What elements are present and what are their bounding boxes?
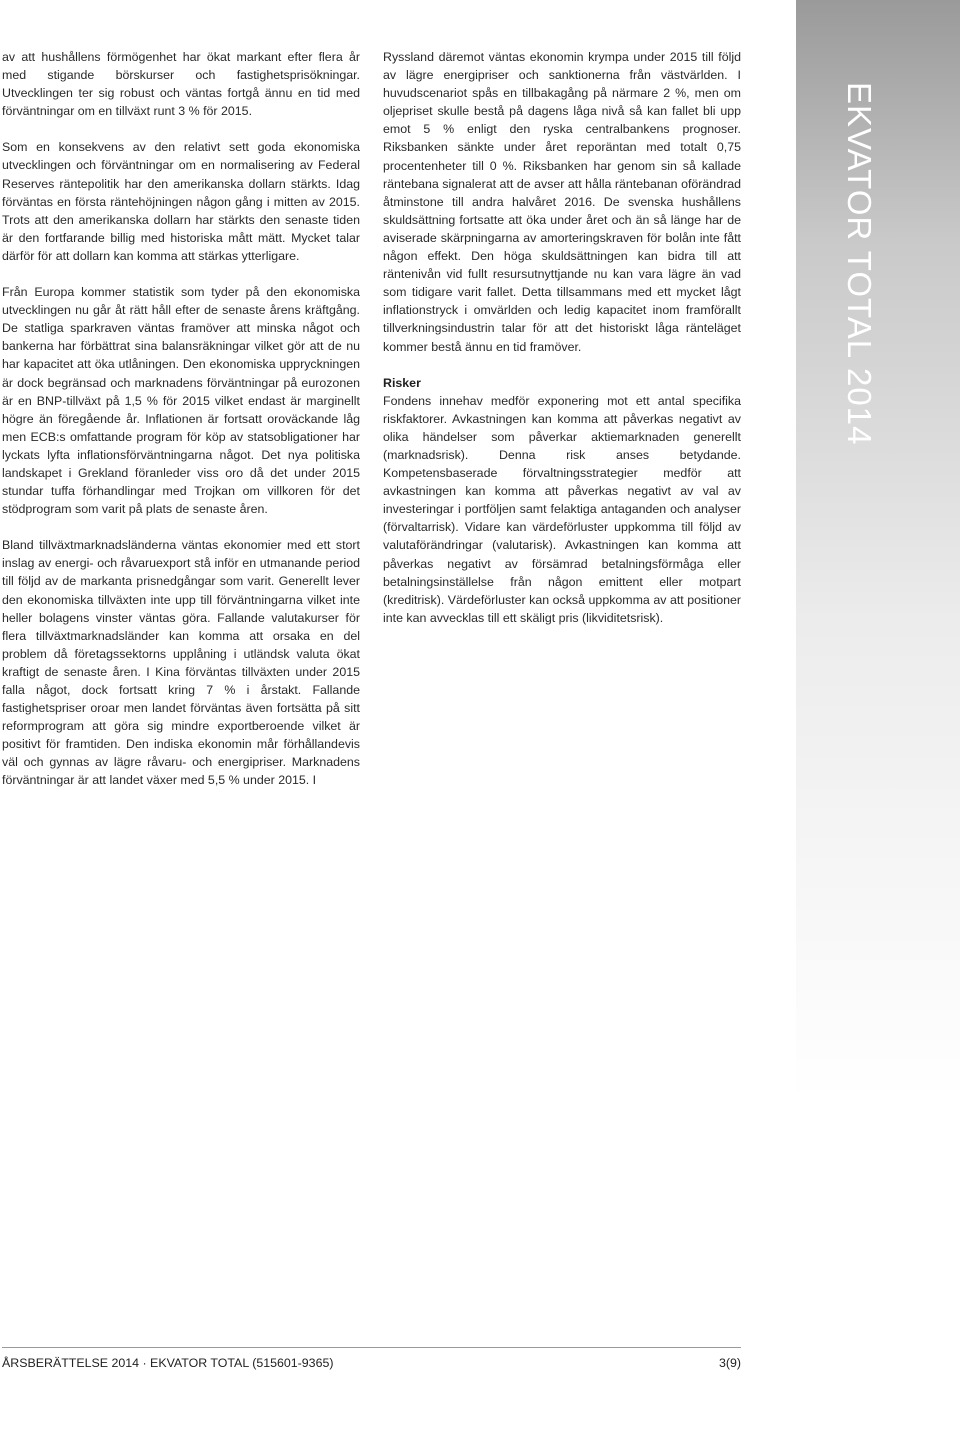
section-heading-risker: Risker xyxy=(383,375,421,390)
paragraph: Ryssland däremot väntas ekonomin krympa under 2015 till följd av lägre energipriser och sanktionerna från västvärlden. I huvudscenariot spås en tillbakagång på närmare 2 %, men om oljepriset skulle bestå på dagens låga nivå så kan fallet bli upp emot 5 % enligt den ryska centralbankens prognoser. Riksbanken sänkte under året reporäntan med totalt 0,75 procentenheter till 0 %. Riksbanken har genom sin så kallade räntebana signalerat att de avser att hålla räntebanan oförändrad åtminstone till andra halvåret 2016. De svenska hushållens skuldsättning fortsatte att öka under året och än så länge har de aviserade skärpningarna av amorteringskraven för bolån inte fått någon effekt. Den höga skuldsättningen kan bidra till att räntenivån vid fullt resursutnyttjande nu kan vara lägre än vad som tidigare varit fallet. Detta tillsammans med ett mycket lågt inflationstryck i omvärlden och ledig kapacitet inom framförallt tillverkningsindustrin talar för att det historiskt låga ränteläget kommer bestå ännu en tid framöver. xyxy=(383,50,741,354)
paragraph: av att hushållens förmögenhet har ökat markant efter flera år med stigande börskurser och fastighetsprisökningar. Utvecklingen ter sig robust och väntas fortgå ännu en tid med förväntningar om en tillväxt runt 3 % för 2015. xyxy=(2,50,360,119)
footer-document-title: ÅRSBERÄTTELSE 2014 · EKVATOR TOTAL (515601-9365) xyxy=(2,1356,334,1370)
paragraph: Som en konsekvens av den relativt sett goda ekonomiska utvecklingen och förväntningar om en normalisering av Federal Reserves räntepolitik har den amerikanska dollarn stärkts. Idag förväntas en första räntehöjningen någon gång i mitten av 2015. Trots att den amerikanska dollarn har stärkts den senaste tiden är den fortfarande billig med historiska mått mätt. Mycket talar därför för att dollarn kan komma att stärkas ytterligare. xyxy=(2,140,360,263)
sidebar-band xyxy=(796,0,960,1453)
paragraph: Från Europa kommer statistik som tyder på den ekonomiska utvecklingen nu går åt rätt håll efter de senaste årens kräftgång. De statliga sparkraven väntas framöver att minska något och bankerna har förbättrat sina balansräkningar vilket gör att de nu har kapacitet att öka utlåningen. Den ekonomiska uppryckningen är dock begränsad och marknadens förväntningar på eurozonen är en BNP-tillväxt på 1,5 % för 2015 vilket endast är marginellt högre än föregående år. Inflationen är fortsatt oroväckande låg men ECB:s omfattande program för köp av statsobligationer har lyckats lyfta inflationsförväntningarna något. Det nya politiska landskapet i Grekland föranleder viss oro då det under 2015 stundar tuffa förhandlingar med Trojkan om villkoren för det stödprogram som varit på plats de senaste åren. xyxy=(2,285,360,517)
right-column xyxy=(383,48,741,645)
paragraph: Fondens innehav medför exponering mot ett antal specifika riskfaktorer. Avkastningen kan komma att påverkas negativt av olika händelser som påverkar aktiemarknaden generellt (marknadsrisk). Denna risk anses betydande. Kompetensbaserade förvaltningsstrategier medför att avkastningen kan komma att påverkas negativt av val av investeringar i portföljen samt felaktiga antaganden och analyser (förvaltarrisk). Vidare kan värdeförluster uppkomma till följd av valutaförändringar (valutarisk). Avkastningen kan komma att påverkas negativt av försämrad betalningsförmåga eller betalningsinställelse från någon emittent eller motpart (kreditrisk). Värdeförluster kan också uppkomma av att positioner inte kan avvecklas till ett skäligt pris (likviditetsrisk). xyxy=(383,393,741,625)
footer-divider xyxy=(2,1347,741,1348)
sidebar-title: EKVATOR TOTAL 2014 xyxy=(841,82,878,446)
page-number: 3(9) xyxy=(718,1356,741,1370)
left-column xyxy=(2,48,360,808)
paragraph: Bland tillväxtmarknadsländerna väntas ekonomier med ett stort inslag av energi- och råvaruexport stå inför en utmanande period till följd av de markanta prisnedgångar som varit. Generellt lever den ekonomiska tillväxten inte upp till förväntningarna vilket inte heller bolagens vinster väntas göra. Fallande valutakurser för flera tillväxtmarknadsländer kan komma att orsaka en del problem då företagssektorns upplåning i utländsk valuta ökat kraftigt de senaste åren. I Kina förväntas tillväxten under 2015 falla något, dock fortsatt kring 7 % i årstakt. Fallande fastighetspriser oroar men landet förväntas även fortsätta på sitt reformprogram att göra sig mindre exportberoende vilket är positivt för framtiden. Den indiska ekonomin mår förhållandevis väl och gynnas av lägre råvaru- och energipriser. Marknadens förväntningar är att landet växer med 5,5 % under 2015. I xyxy=(2,538,360,788)
